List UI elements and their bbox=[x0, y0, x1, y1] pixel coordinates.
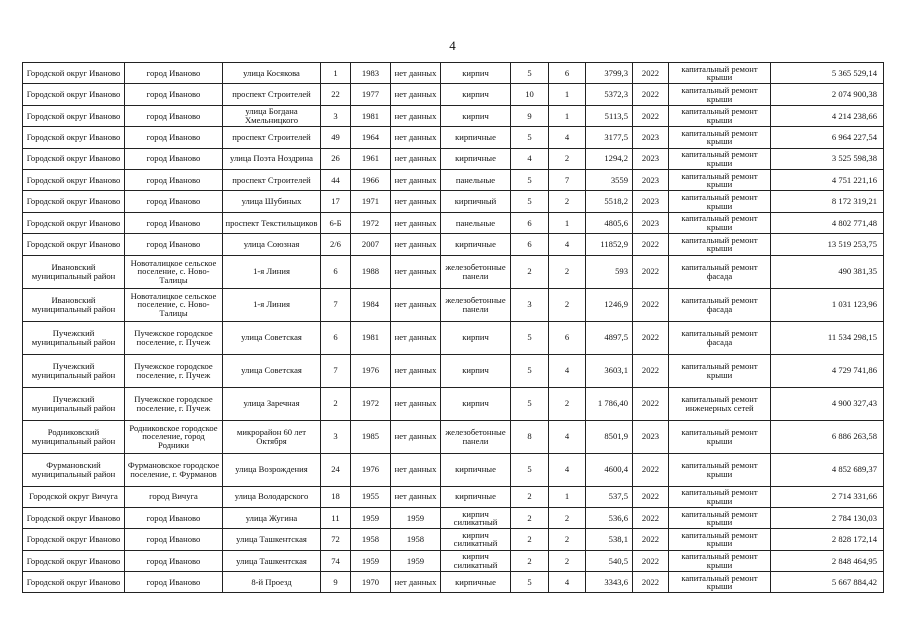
settlement-cell: Пучежское городское поселение, г. Пучеж bbox=[125, 354, 223, 387]
cost-cell: 4 214 238,66 bbox=[771, 105, 884, 126]
build-year-cell: 1976 bbox=[351, 453, 391, 486]
floors-cell: 5 bbox=[511, 191, 549, 212]
repair-year-cell: 2022 bbox=[633, 529, 669, 550]
settlement-cell: город Иваново bbox=[125, 84, 223, 105]
table-row bbox=[23, 105, 884, 126]
house-number-cell: 3 bbox=[321, 420, 351, 453]
settlement-cell: Пучежское городское поселение, г. Пучеж bbox=[125, 387, 223, 420]
floors-cell: 8 bbox=[511, 420, 549, 453]
work-type-cell: капитальный ремонт крыши bbox=[669, 63, 771, 84]
repair-year-cell: 2022 bbox=[633, 321, 669, 354]
wall-material-cell: железобетонные панели bbox=[441, 255, 511, 288]
entrances-cell: 2 bbox=[549, 529, 586, 550]
area-cell: 3799,3 bbox=[586, 63, 633, 84]
repair-year-cell: 2022 bbox=[633, 387, 669, 420]
wall-material-cell: кирпичные bbox=[441, 234, 511, 255]
table-row bbox=[23, 255, 884, 288]
build-year-cell: 1966 bbox=[351, 169, 391, 190]
repair-year-cell: 2023 bbox=[633, 191, 669, 212]
street-cell: улица Заречная bbox=[223, 387, 321, 420]
repair-year-cell: 2023 bbox=[633, 212, 669, 233]
build-year-cell: 1959 bbox=[351, 550, 391, 571]
municipality-cell: Городской округ Иваново bbox=[23, 234, 125, 255]
work-type-cell: капитальный ремонт крыши bbox=[669, 453, 771, 486]
cost-cell: 2 784 130,03 bbox=[771, 507, 884, 528]
floors-cell: 5 bbox=[511, 169, 549, 190]
settlement-cell: город Иваново bbox=[125, 212, 223, 233]
cost-cell: 8 172 319,21 bbox=[771, 191, 884, 212]
table-row bbox=[23, 169, 884, 190]
area-cell: 538,1 bbox=[586, 529, 633, 550]
street-cell: улица Советская bbox=[223, 321, 321, 354]
work-type-cell: капитальный ремонт фасада bbox=[669, 255, 771, 288]
entrances-cell: 1 bbox=[549, 84, 586, 105]
cost-cell: 2 848 464,95 bbox=[771, 550, 884, 571]
municipality-cell: Городской округ Иваново bbox=[23, 212, 125, 233]
settlement-cell: город Иваново bbox=[125, 507, 223, 528]
commission-year-cell: нет данных bbox=[391, 169, 441, 190]
street-cell: проспект Строителей bbox=[223, 127, 321, 148]
build-year-cell: 1955 bbox=[351, 486, 391, 507]
build-year-cell: 1984 bbox=[351, 288, 391, 321]
table-row bbox=[23, 507, 884, 528]
area-cell: 5518,2 bbox=[586, 191, 633, 212]
house-number-cell: 11 bbox=[321, 507, 351, 528]
house-number-cell: 72 bbox=[321, 529, 351, 550]
build-year-cell: 1985 bbox=[351, 420, 391, 453]
commission-year-cell: нет данных bbox=[391, 191, 441, 212]
street-cell: 1-я Линия bbox=[223, 255, 321, 288]
commission-year-cell: нет данных bbox=[391, 148, 441, 169]
municipality-cell: Пучежский муниципальный район bbox=[23, 387, 125, 420]
municipality-cell: Городской округ Иваново bbox=[23, 191, 125, 212]
cost-cell: 3 525 598,38 bbox=[771, 148, 884, 169]
street-cell: проспект Строителей bbox=[223, 169, 321, 190]
municipality-cell: Городской округ Вичуга bbox=[23, 486, 125, 507]
table-row bbox=[23, 453, 884, 486]
street-cell: улица Косякова bbox=[223, 63, 321, 84]
floors-cell: 5 bbox=[511, 453, 549, 486]
settlement-cell: город Иваново bbox=[125, 529, 223, 550]
municipality-cell: Городской округ Иваново bbox=[23, 507, 125, 528]
page-number: 4 bbox=[449, 38, 456, 53]
cost-cell: 4 802 771,48 bbox=[771, 212, 884, 233]
table-row bbox=[23, 288, 884, 321]
build-year-cell: 2007 bbox=[351, 234, 391, 255]
wall-material-cell: железобетонные панели bbox=[441, 288, 511, 321]
work-type-cell: капитальный ремонт крыши bbox=[669, 550, 771, 571]
entrances-cell: 2 bbox=[549, 507, 586, 528]
work-type-cell: капитальный ремонт крыши bbox=[669, 105, 771, 126]
entrances-cell: 4 bbox=[549, 354, 586, 387]
settlement-cell: город Вичуга bbox=[125, 486, 223, 507]
house-number-cell: 2 bbox=[321, 387, 351, 420]
area-cell: 1 786,40 bbox=[586, 387, 633, 420]
wall-material-cell: кирпич bbox=[441, 84, 511, 105]
street-cell: 1-я Линия bbox=[223, 288, 321, 321]
floors-cell: 5 bbox=[511, 387, 549, 420]
build-year-cell: 1976 bbox=[351, 354, 391, 387]
commission-year-cell: нет данных bbox=[391, 486, 441, 507]
wall-material-cell: кирпич bbox=[441, 63, 511, 84]
house-number-cell: 2/6 bbox=[321, 234, 351, 255]
commission-year-cell: нет данных bbox=[391, 212, 441, 233]
house-number-cell: 26 bbox=[321, 148, 351, 169]
house-number-cell: 6 bbox=[321, 255, 351, 288]
floors-cell: 9 bbox=[511, 105, 549, 126]
entrances-cell: 6 bbox=[549, 321, 586, 354]
table-row bbox=[23, 420, 884, 453]
wall-material-cell: кирпичные bbox=[441, 486, 511, 507]
cost-cell: 2 714 331,66 bbox=[771, 486, 884, 507]
street-cell: улица Союзная bbox=[223, 234, 321, 255]
housing-repair-table bbox=[22, 62, 884, 593]
area-cell: 4600,4 bbox=[586, 453, 633, 486]
commission-year-cell: нет данных bbox=[391, 354, 441, 387]
house-number-cell: 17 bbox=[321, 191, 351, 212]
municipality-cell: Пучежский муниципальный район bbox=[23, 321, 125, 354]
wall-material-cell: кирпич bbox=[441, 321, 511, 354]
repair-year-cell: 2022 bbox=[633, 288, 669, 321]
build-year-cell: 1972 bbox=[351, 387, 391, 420]
municipality-cell: Ивановский муниципальный район bbox=[23, 255, 125, 288]
area-cell: 11852,9 bbox=[586, 234, 633, 255]
entrances-cell: 6 bbox=[549, 63, 586, 84]
wall-material-cell: кирпичные bbox=[441, 572, 511, 593]
table-row bbox=[23, 321, 884, 354]
table-row bbox=[23, 486, 884, 507]
table-row bbox=[23, 127, 884, 148]
build-year-cell: 1959 bbox=[351, 507, 391, 528]
cost-cell: 5 667 884,42 bbox=[771, 572, 884, 593]
entrances-cell: 4 bbox=[549, 234, 586, 255]
settlement-cell: Родниковское городское поселение, город Родники bbox=[125, 420, 223, 453]
area-cell: 593 bbox=[586, 255, 633, 288]
commission-year-cell: нет данных bbox=[391, 572, 441, 593]
commission-year-cell: нет данных bbox=[391, 127, 441, 148]
street-cell: улица Советская bbox=[223, 354, 321, 387]
work-type-cell: капитальный ремонт крыши bbox=[669, 169, 771, 190]
cost-cell: 490 381,35 bbox=[771, 255, 884, 288]
street-cell: улица Жугина bbox=[223, 507, 321, 528]
street-cell: проспект Строителей bbox=[223, 84, 321, 105]
wall-material-cell: железобетонные панели bbox=[441, 420, 511, 453]
area-cell: 3603,1 bbox=[586, 354, 633, 387]
cost-cell: 4 729 741,86 bbox=[771, 354, 884, 387]
area-cell: 3559 bbox=[586, 169, 633, 190]
floors-cell: 5 bbox=[511, 354, 549, 387]
floors-cell: 2 bbox=[511, 507, 549, 528]
table-row bbox=[23, 234, 884, 255]
floors-cell: 3 bbox=[511, 288, 549, 321]
commission-year-cell: нет данных bbox=[391, 63, 441, 84]
table-row bbox=[23, 212, 884, 233]
municipality-cell: Городской округ Иваново bbox=[23, 529, 125, 550]
build-year-cell: 1988 bbox=[351, 255, 391, 288]
floors-cell: 2 bbox=[511, 486, 549, 507]
area-cell: 4805,6 bbox=[586, 212, 633, 233]
street-cell: проспект Текстильщиков bbox=[223, 212, 321, 233]
work-type-cell: капитальный ремонт крыши bbox=[669, 572, 771, 593]
cost-cell: 5 365 529,14 bbox=[771, 63, 884, 84]
commission-year-cell: 1959 bbox=[391, 550, 441, 571]
street-cell: улица Богдана Хмельницкого bbox=[223, 105, 321, 126]
table-row bbox=[23, 529, 884, 550]
wall-material-cell: кирпичный bbox=[441, 191, 511, 212]
repair-year-cell: 2022 bbox=[633, 486, 669, 507]
street-cell: улица Возрождения bbox=[223, 453, 321, 486]
table-row bbox=[23, 63, 884, 84]
repair-year-cell: 2023 bbox=[633, 420, 669, 453]
table-row bbox=[23, 148, 884, 169]
commission-year-cell: нет данных bbox=[391, 84, 441, 105]
floors-cell: 2 bbox=[511, 529, 549, 550]
work-type-cell: капитальный ремонт крыши bbox=[669, 191, 771, 212]
municipality-cell: Ивановский муниципальный район bbox=[23, 288, 125, 321]
repair-year-cell: 2022 bbox=[633, 453, 669, 486]
house-number-cell: 3 bbox=[321, 105, 351, 126]
cost-cell: 13 519 253,75 bbox=[771, 234, 884, 255]
wall-material-cell: панельные bbox=[441, 212, 511, 233]
work-type-cell: капитальный ремонт крыши bbox=[669, 420, 771, 453]
wall-material-cell: кирпич bbox=[441, 387, 511, 420]
entrances-cell: 4 bbox=[549, 453, 586, 486]
build-year-cell: 1981 bbox=[351, 105, 391, 126]
house-number-cell: 6 bbox=[321, 321, 351, 354]
build-year-cell: 1971 bbox=[351, 191, 391, 212]
work-type-cell: капитальный ремонт крыши bbox=[669, 234, 771, 255]
street-cell: улица Володарского bbox=[223, 486, 321, 507]
cost-cell: 2 828 172,14 bbox=[771, 529, 884, 550]
work-type-cell: капитальный ремонт крыши bbox=[669, 354, 771, 387]
wall-material-cell: кирпичные bbox=[441, 453, 511, 486]
house-number-cell: 6-Б bbox=[321, 212, 351, 233]
cost-cell: 4 852 689,37 bbox=[771, 453, 884, 486]
build-year-cell: 1964 bbox=[351, 127, 391, 148]
repair-year-cell: 2022 bbox=[633, 507, 669, 528]
street-cell: улица Ташкентская bbox=[223, 550, 321, 571]
municipality-cell: Городской округ Иваново bbox=[23, 572, 125, 593]
wall-material-cell: кирпич bbox=[441, 354, 511, 387]
settlement-cell: Фурмановское городское поселение, г. Фурманов bbox=[125, 453, 223, 486]
house-number-cell: 22 bbox=[321, 84, 351, 105]
repair-year-cell: 2023 bbox=[633, 169, 669, 190]
table-row bbox=[23, 550, 884, 571]
street-cell: микрорайон 60 лет Октября bbox=[223, 420, 321, 453]
cost-cell: 2 074 900,38 bbox=[771, 84, 884, 105]
wall-material-cell: кирпичные bbox=[441, 148, 511, 169]
work-type-cell: капитальный ремонт крыши bbox=[669, 507, 771, 528]
floors-cell: 5 bbox=[511, 572, 549, 593]
municipality-cell: Городской округ Иваново bbox=[23, 63, 125, 84]
table-row bbox=[23, 354, 884, 387]
work-type-cell: капитальный ремонт крыши bbox=[669, 84, 771, 105]
street-cell: улица Шубиных bbox=[223, 191, 321, 212]
settlement-cell: Пучежское городское поселение, г. Пучеж bbox=[125, 321, 223, 354]
table-row bbox=[23, 572, 884, 593]
floors-cell: 2 bbox=[511, 255, 549, 288]
entrances-cell: 2 bbox=[549, 387, 586, 420]
entrances-cell: 2 bbox=[549, 288, 586, 321]
municipality-cell: Городской округ Иваново bbox=[23, 550, 125, 571]
repair-year-cell: 2022 bbox=[633, 105, 669, 126]
floors-cell: 6 bbox=[511, 212, 549, 233]
municipality-cell: Городской округ Иваново bbox=[23, 127, 125, 148]
cost-cell: 1 031 123,96 bbox=[771, 288, 884, 321]
floors-cell: 5 bbox=[511, 127, 549, 148]
repair-year-cell: 2022 bbox=[633, 84, 669, 105]
cost-cell: 6 964 227,54 bbox=[771, 127, 884, 148]
municipality-cell: Городской округ Иваново bbox=[23, 169, 125, 190]
house-number-cell: 9 bbox=[321, 572, 351, 593]
municipality-cell: Городской округ Иваново bbox=[23, 148, 125, 169]
entrances-cell: 2 bbox=[549, 148, 586, 169]
commission-year-cell: нет данных bbox=[391, 387, 441, 420]
settlement-cell: город Иваново bbox=[125, 572, 223, 593]
commission-year-cell: 1958 bbox=[391, 529, 441, 550]
wall-material-cell: кирпич bbox=[441, 105, 511, 126]
wall-material-cell: кирпич силикатный bbox=[441, 529, 511, 550]
cost-cell: 4 751 221,16 bbox=[771, 169, 884, 190]
wall-material-cell: кирпич силикатный bbox=[441, 507, 511, 528]
cost-cell: 6 886 263,58 bbox=[771, 420, 884, 453]
repair-year-cell: 2022 bbox=[633, 572, 669, 593]
settlement-cell: город Иваново bbox=[125, 105, 223, 126]
settlement-cell: город Иваново bbox=[125, 191, 223, 212]
municipality-cell: Городской округ Иваново bbox=[23, 84, 125, 105]
entrances-cell: 1 bbox=[549, 212, 586, 233]
street-cell: улица Поэта Ноздрина bbox=[223, 148, 321, 169]
entrances-cell: 1 bbox=[549, 486, 586, 507]
area-cell: 3343,6 bbox=[586, 572, 633, 593]
floors-cell: 2 bbox=[511, 550, 549, 571]
area-cell: 1294,2 bbox=[586, 148, 633, 169]
cost-cell: 11 534 298,15 bbox=[771, 321, 884, 354]
area-cell: 536,6 bbox=[586, 507, 633, 528]
area-cell: 537,5 bbox=[586, 486, 633, 507]
settlement-cell: Новоталицкое сельское поселение, с. Ново-Талицы bbox=[125, 255, 223, 288]
entrances-cell: 2 bbox=[549, 191, 586, 212]
work-type-cell: капитальный ремонт крыши bbox=[669, 148, 771, 169]
work-type-cell: капитальный ремонт крыши bbox=[669, 127, 771, 148]
build-year-cell: 1970 bbox=[351, 572, 391, 593]
wall-material-cell: кирпичные bbox=[441, 127, 511, 148]
build-year-cell: 1961 bbox=[351, 148, 391, 169]
build-year-cell: 1972 bbox=[351, 212, 391, 233]
commission-year-cell: нет данных bbox=[391, 321, 441, 354]
commission-year-cell: нет данных bbox=[391, 255, 441, 288]
house-number-cell: 7 bbox=[321, 288, 351, 321]
floors-cell: 5 bbox=[511, 321, 549, 354]
work-type-cell: капитальный ремонт инженерных сетей bbox=[669, 387, 771, 420]
entrances-cell: 2 bbox=[549, 550, 586, 571]
commission-year-cell: нет данных bbox=[391, 420, 441, 453]
repair-year-cell: 2022 bbox=[633, 550, 669, 571]
municipality-cell: Пучежский муниципальный район bbox=[23, 354, 125, 387]
entrances-cell: 4 bbox=[549, 572, 586, 593]
repair-year-cell: 2022 bbox=[633, 354, 669, 387]
build-year-cell: 1983 bbox=[351, 63, 391, 84]
entrances-cell: 4 bbox=[549, 127, 586, 148]
build-year-cell: 1981 bbox=[351, 321, 391, 354]
table-row bbox=[23, 191, 884, 212]
settlement-cell: город Иваново bbox=[125, 127, 223, 148]
work-type-cell: капитальный ремонт крыши bbox=[669, 212, 771, 233]
table-row bbox=[23, 84, 884, 105]
build-year-cell: 1958 bbox=[351, 529, 391, 550]
house-number-cell: 24 bbox=[321, 453, 351, 486]
wall-material-cell: кирпич силикатный bbox=[441, 550, 511, 571]
house-number-cell: 1 bbox=[321, 63, 351, 84]
work-type-cell: капитальный ремонт фасада bbox=[669, 321, 771, 354]
house-number-cell: 49 bbox=[321, 127, 351, 148]
area-cell: 540,5 bbox=[586, 550, 633, 571]
municipality-cell: Фурмановский муниципальный район bbox=[23, 453, 125, 486]
house-number-cell: 44 bbox=[321, 169, 351, 190]
repair-year-cell: 2022 bbox=[633, 255, 669, 288]
floors-cell: 10 bbox=[511, 84, 549, 105]
municipality-cell: Городской округ Иваново bbox=[23, 105, 125, 126]
municipality-cell: Родниковский муниципальный район bbox=[23, 420, 125, 453]
entrances-cell: 7 bbox=[549, 169, 586, 190]
area-cell: 1246,9 bbox=[586, 288, 633, 321]
settlement-cell: город Иваново bbox=[125, 234, 223, 255]
area-cell: 3177,5 bbox=[586, 127, 633, 148]
commission-year-cell: 1959 bbox=[391, 507, 441, 528]
settlement-cell: Новоталицкое сельское поселение, с. Ново-Талицы bbox=[125, 288, 223, 321]
area-cell: 5372,3 bbox=[586, 84, 633, 105]
area-cell: 4897,5 bbox=[586, 321, 633, 354]
street-cell: 8-й Проезд bbox=[223, 572, 321, 593]
commission-year-cell: нет данных bbox=[391, 288, 441, 321]
repair-year-cell: 2022 bbox=[633, 63, 669, 84]
settlement-cell: город Иваново bbox=[125, 169, 223, 190]
area-cell: 5113,5 bbox=[586, 105, 633, 126]
house-number-cell: 74 bbox=[321, 550, 351, 571]
floors-cell: 6 bbox=[511, 234, 549, 255]
entrances-cell: 4 bbox=[549, 420, 586, 453]
commission-year-cell: нет данных bbox=[391, 105, 441, 126]
floors-cell: 5 bbox=[511, 63, 549, 84]
house-number-cell: 18 bbox=[321, 486, 351, 507]
cost-cell: 4 900 327,43 bbox=[771, 387, 884, 420]
entrances-cell: 2 bbox=[549, 255, 586, 288]
area-cell: 8501,9 bbox=[586, 420, 633, 453]
repair-year-cell: 2023 bbox=[633, 127, 669, 148]
table-row bbox=[23, 387, 884, 420]
commission-year-cell: нет данных bbox=[391, 234, 441, 255]
repair-year-cell: 2023 bbox=[633, 148, 669, 169]
commission-year-cell: нет данных bbox=[391, 453, 441, 486]
house-number-cell: 7 bbox=[321, 354, 351, 387]
work-type-cell: капитальный ремонт крыши bbox=[669, 486, 771, 507]
floors-cell: 4 bbox=[511, 148, 549, 169]
settlement-cell: город Иваново bbox=[125, 550, 223, 571]
settlement-cell: город Иваново bbox=[125, 148, 223, 169]
build-year-cell: 1977 bbox=[351, 84, 391, 105]
entrances-cell: 1 bbox=[549, 105, 586, 126]
settlement-cell: город Иваново bbox=[125, 63, 223, 84]
repair-year-cell: 2022 bbox=[633, 234, 669, 255]
street-cell: улица Ташкентская bbox=[223, 529, 321, 550]
work-type-cell: капитальный ремонт крыши bbox=[669, 529, 771, 550]
work-type-cell: капитальный ремонт фасада bbox=[669, 288, 771, 321]
wall-material-cell: панельные bbox=[441, 169, 511, 190]
